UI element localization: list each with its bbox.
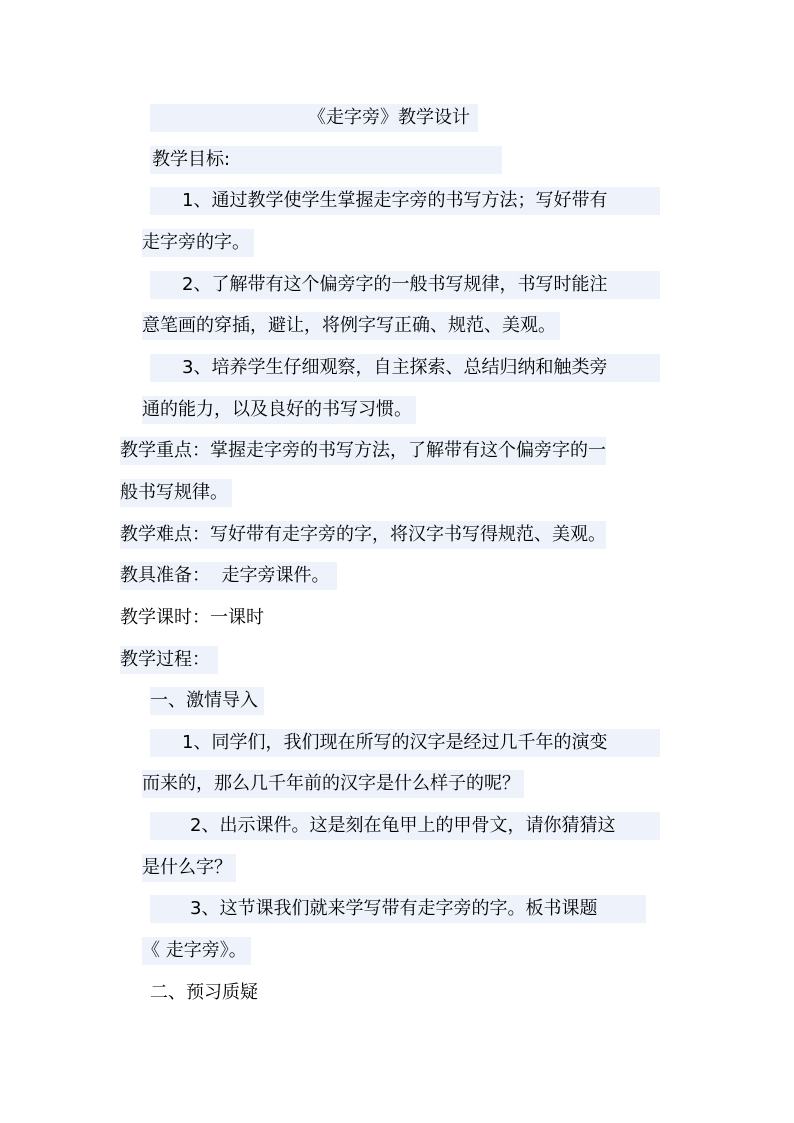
objective-2-line-1: 2、了解带有这个偏旁字的一般书写规律，书写时能注 [182,274,608,295]
document-title: 《走字旁》教学设计 [308,107,470,128]
step-1-line-2: 而来的，那么几千年前的汉字是什么样子的呢？ [142,770,524,798]
materials-line: 教具准备： 走字旁课件。 [120,562,337,590]
step-3-line-2: 《 走字旁》。 [142,937,251,965]
step-3-line-1: 3、这节课我们就来学写带有走字旁的字。板书课题 [190,898,598,919]
step-2-line-2: 是什么字？ [142,854,236,882]
section-1-heading: 一、激情导入 [150,687,264,715]
class-hours-line: 教学课时：一课时 [120,607,264,628]
step-2-line-1: 2、出示课件。这是刻在龟甲上的甲骨文，请你猜猜这 [190,815,616,836]
objectives-label: 教学目标: [152,149,231,170]
objective-2-line-2: 意笔画的穿插，避让，将例字写正确、规范、美观。 [142,312,560,340]
objective-3-line-1: 3、培养学生仔细观察，自主探索、总结归纳和触类旁 [182,357,608,378]
key-point-line-2: 般书写规律。 [120,479,232,507]
difficulty-line: 教学难点：写好带有走字旁的字，将汉字书写得规范、美观。 [120,521,606,549]
objective-1-line-1: 1、通过教学使学生掌握走字旁的书写方法；写好带有 [182,190,608,211]
key-point-line-1: 教学重点：掌握走字旁的书写方法，了解带有这个偏旁字的一 [120,437,606,465]
objective-1-line-2: 走字旁的字。 [142,229,254,257]
section-2-heading: 二、预习质疑 [150,982,258,1003]
step-1-line-1: 1、同学们，我们现在所写的汉字是经过几千年的演变 [182,732,608,753]
objective-3-line-2: 通的能力，以及良好的书写习惯。 [142,396,416,424]
process-label: 教学过程： [120,646,218,674]
